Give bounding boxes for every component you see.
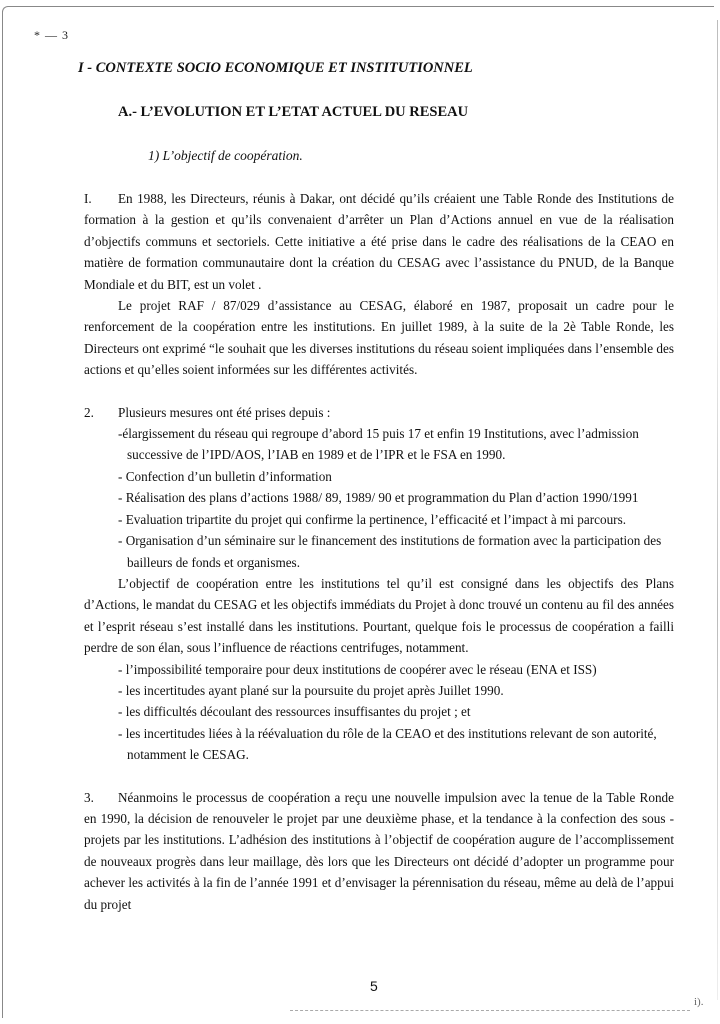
list-item: - les difficultés découlant des ressources insuffisantes du projet ; et [118,704,471,720]
paragraph-number: 2. [84,404,94,420]
paragraph-number: I. [84,191,92,206]
list-item: -élargissement du réseau qui regroupe d’abord 15 puis 17 et enfin 19 Institutions, avec l’admission successive de l’IPD/AOS, l’IAB en 1989 et de l’IPR et le FSA en 1990. [118,426,639,463]
paragraph-text: En 1988, les Directeurs, réunis à Dakar, ont décidé qu’ils créaient une Table Ronde des Institutions de formation à la gestion et qu’ils convenaient d’arrêter un Plan d’Actions annuel en vue de la réalisation d’objectifs communs et sectoriels. Cette initiative a été prise dans le cadre des réalisations de la CEAO en matière de formation communautaire dont la création du CESAG avec l’assistance du PNUD, de la Banque Mondiale et du BIT, est un volet . [84,191,674,292]
paragraph-text: Plusieurs mesures ont été prises depuis : [118,404,331,420]
paragraph-5 [84,787,674,915]
paragraph-1 [84,188,674,295]
paragraph-4: L’objectif de coopération entre les institutions tel qu’il est consigné dans les objectifs des Plans d’Actions, le mandat du CESAG et les objectifs immédiats du Projet à donc trouvé un contenu au fil des années et l’esprit réseau s’est installé dans les institutions. Pourtant, quelque fois le processus de coopération a failli perdre de son élan, sous l’influence de réactions centrifuges, notamment. [84,575,674,656]
measures-list [84,423,674,573]
scan-bottom-rule [290,1010,690,1012]
difficulties-list [84,659,674,766]
list-item: - les incertitudes liées à la réévaluation du rôle de la CEAO et des institutions relevant de son autorité, notamment le CESAG. [118,725,657,763]
corner-mark: * — 3 [34,28,69,42]
list-item: - Confection d’un bulletin d’information [118,468,332,484]
subsubsection-title: 1) L’objectif de coopération. [148,148,303,163]
paragraph-text: Néanmoins le processus de coopération a reçu une nouvelle impulsion avec la tenue de la Table Ronde en 1990, la décision de renouveler le projet par une deuxième phase, et la tendance à la confection des sous - projets par les institutions. L’adhésion des institutions à l’objectif de coopération augure de l’accomplissement de nouveaux progrès dans leur maillage, dès lors que les Directeurs ont décidé d’adopter un programme pour achever les activités à la fin de l’année 1991 et d’envisager la pérennisation du réseau, même au delà de l’appui du projet [84,789,674,912]
paragraph-number: 3. [84,789,94,805]
paragraph-2: Le projet RAF / 87/029 d’assistance au CESAG, élaboré en 1987, proposait un cadre pour le renforcement de la coopération entre les institutions. En juillet 1989, à la suite de la 2è Table Ronde, les Directeurs ont exprimé “le souhait que les diverses institutions du réseau soient impliquées dans l’ensemble des actions et qu’elles soient informées sur les différentes activités. [84,298,674,378]
list-item: - l’impossibilité temporaire pour deux institutions de coopérer avec le réseau (ENA et ISS) [118,661,597,677]
spacer [84,766,674,787]
list-item: - Evaluation tripartite du projet qui confirme la pertinence, l’efficacité et l’impact à mi parcours. [118,511,626,527]
section-title: I - CONTEXTE SOCIO ECONOMIQUE ET INSTITUTIONNEL [78,60,473,76]
scan-edge [717,20,718,1000]
list-item: - Réalisation des plans d’actions 1988/ 89, 1989/ 90 et programmation du Plan d’action 1990/1991 [118,490,639,506]
subsection-title: A.- L’EVOLUTION ET L’ETAT ACTUEL DU RESEAU [118,104,469,120]
paragraph-3 [84,402,674,423]
corner-scribble: i). [694,996,704,1008]
document-body [84,188,674,915]
list-item: - Organisation d’un séminaire sur le financement des institutions de formation avec la participation des bailleurs de fonds et organismes. [118,533,662,570]
spacer [84,381,674,402]
list-item: - les incertitudes ayant plané sur la poursuite du projet après Juillet 1990. [118,682,504,698]
page-number: 5 [370,978,378,994]
